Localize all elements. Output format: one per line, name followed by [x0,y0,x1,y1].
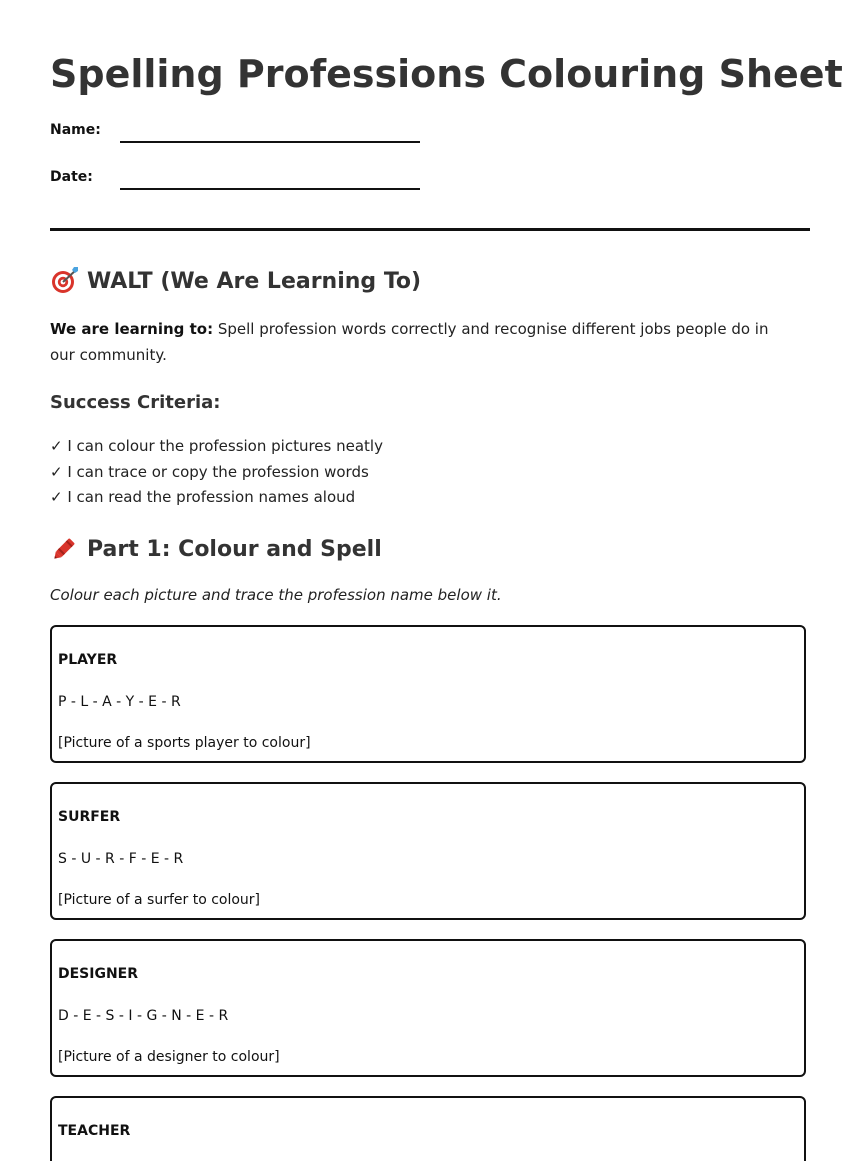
success-criteria-list [50,434,383,511]
profession-card-player [50,625,806,763]
part1-heading [50,535,382,565]
walt-heading [50,267,421,297]
walt-heading-text: WALT (We Are Learning To) [87,269,422,294]
card-title: PLAYER [58,652,118,668]
card-title: DESIGNER [58,966,139,982]
walt-body: Spell profession words correctly and recognise different jobs people do in our community. [50,320,769,364]
name-field[interactable] [120,141,420,143]
name-field-row [50,122,450,152]
profession-card-designer [50,939,806,1077]
card-picture: [Picture of a designer to colour] [58,1049,280,1065]
card-picture: [Picture of a surfer to colour] [58,892,261,908]
crayon-icon [50,533,80,563]
profession-card-teacher [50,1096,806,1161]
criteria-item: ✓ I can read the profession names aloud [50,488,356,506]
card-title: TEACHER [58,1123,131,1139]
walt-text [50,316,770,368]
date-field[interactable] [120,188,420,190]
target-dart-icon [50,265,80,295]
card-spelling: S - U - R - F - E - R [58,851,184,867]
card-spelling: D - E - S - I - G - N - E - R [58,1008,229,1024]
date-field-row [50,169,450,199]
success-criteria-heading: Success Criteria: [50,392,221,413]
page-title: Spelling Professions Colouring Sheet [50,52,843,96]
header-divider [50,228,810,231]
criteria-item: ✓ I can colour the profession pictures neatly [50,437,383,455]
name-label: Name: [50,122,101,138]
part1-heading-text: Part 1: Colour and Spell [87,537,382,562]
card-title: SURFER [58,809,121,825]
date-label: Date: [50,169,93,185]
walt-lead: We are learning to: [50,320,214,338]
card-picture: [Picture of a sports player to colour] [58,735,311,751]
card-spelling: P - L - A - Y - E - R [58,694,181,710]
criteria-item: ✓ I can trace or copy the profession words [50,462,369,481]
part1-instructions: Colour each picture and trace the profession name below it. [50,586,502,604]
profession-card-surfer [50,782,806,920]
